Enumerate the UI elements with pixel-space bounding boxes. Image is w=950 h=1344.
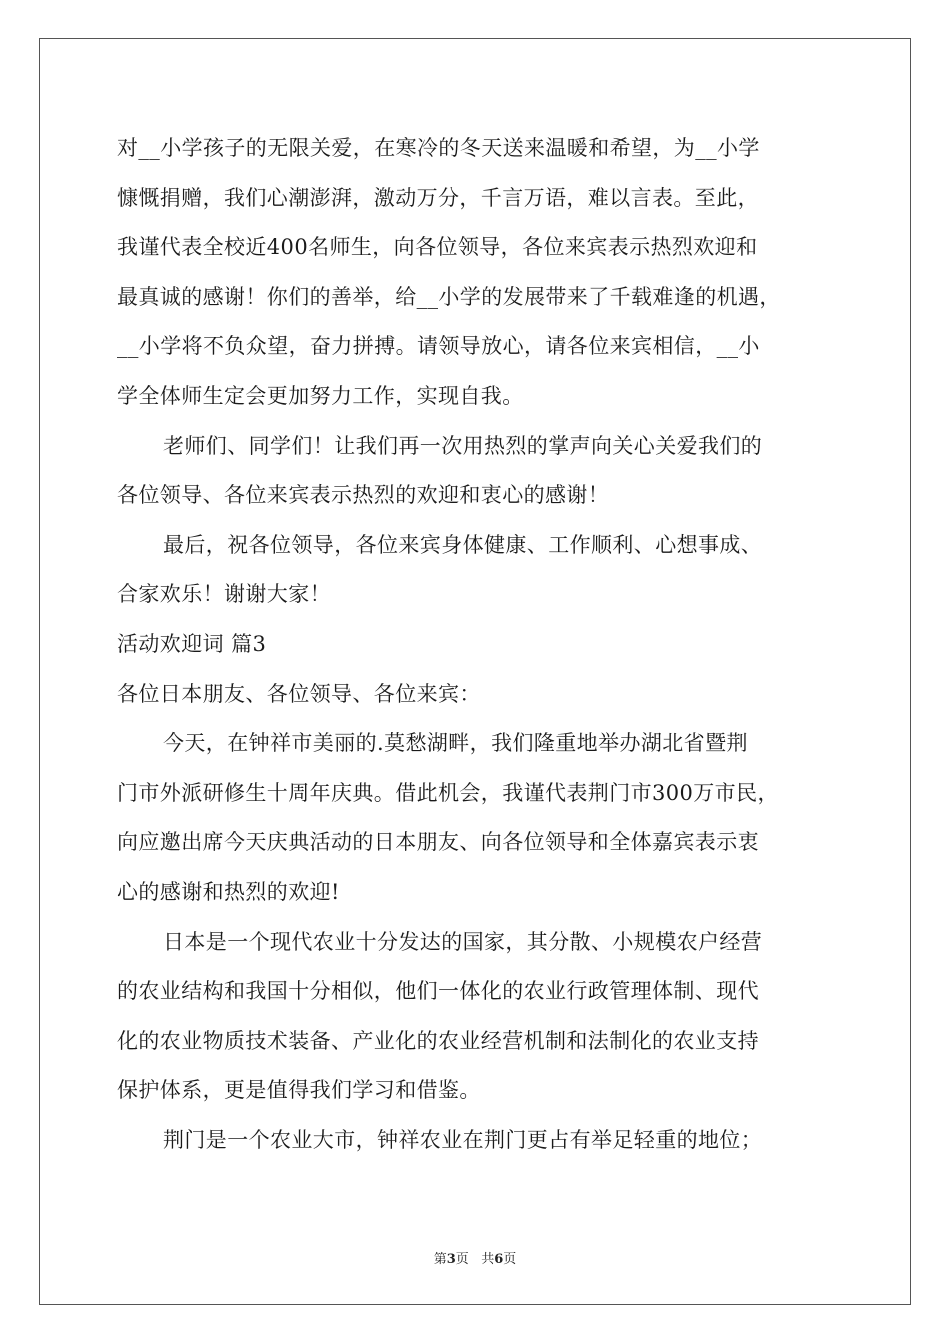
section-heading: 活动欢迎词 篇3 [117, 631, 267, 656]
text-line: 对__小学孩子的无限关爱，在寒冷的冬天送来温暖和希望，为__小学 [117, 136, 760, 160]
paragraph-first-line: 今天，在钟祥市美丽的.莫愁湖畔，我们隆重地举办湖北省暨荆 [163, 731, 748, 756]
document-body [117, 124, 837, 1165]
text-line: 保护体系，更是值得我们学习和借鉴。 [117, 1078, 481, 1103]
text-line: 学全体师生定会更加努力工作，实现自我。 [117, 383, 524, 408]
text-line: 最真诚的感谢！你们的善举，给__小学的发展带来了千载难逢的机遇， [117, 284, 781, 309]
text-line: 各位领导、各位来宾表示热烈的欢迎和衷心的感谢！ [117, 483, 610, 508]
total-pages: 6 [494, 1252, 504, 1267]
text-line: 我谨代表全校近400名师生，向各位领导，各位来宾表示热烈欢迎和 [117, 235, 758, 260]
text-line: 合家欢乐！谢谢大家！ [117, 582, 331, 607]
text-line: 心的感谢和热烈的欢迎! [117, 879, 340, 904]
text-line: 化的农业物质技术装备、产业化的农业经营机制和法制化的农业支持 [117, 1028, 759, 1053]
text-line: 慷慨捐赠，我们心潮澎湃，激动万分，千言万语，难以言表。至此， [117, 185, 759, 210]
salutation: 各位日本朋友、各位领导、各位来宾： [117, 681, 481, 706]
text-line: 向应邀出席今天庆典活动的日本朋友、向各位领导和全体嘉宾表示衷 [117, 830, 759, 855]
paragraph-first-line: 荆门是一个农业大市，钟祥农业在荆门更占有举足轻重的地位； [163, 1127, 763, 1152]
paragraph-first-line: 老师们、同学们！让我们再一次用热烈的掌声向关心关爱我们的 [163, 433, 763, 458]
text-line: __小学将不负众望，奋力拼搏。请领导放心，请各位来宾相信，__小 [117, 334, 760, 359]
paragraph-first-line: 最后，祝各位领导，各位来宾身体健康、工作顺利、心想事成、 [163, 532, 763, 557]
text-line: 的农业结构和我国十分相似，他们一体化的农业行政管理体制、现代 [117, 979, 759, 1004]
text-line: 门市外派研修生十周年庆典。借此机会，我谨代表荆门市300万市民， [117, 780, 779, 805]
paragraph-first-line: 日本是一个现代农业十分发达的国家，其分散、小规模农户经营 [163, 929, 763, 954]
page-prefix: 第 [433, 1252, 447, 1267]
page-suffix: 页 [455, 1252, 469, 1267]
total-prefix: 共 [481, 1252, 495, 1267]
page-number: 3 [446, 1252, 456, 1267]
total-suffix: 页 [503, 1252, 517, 1267]
page-footer [0, 1248, 950, 1267]
